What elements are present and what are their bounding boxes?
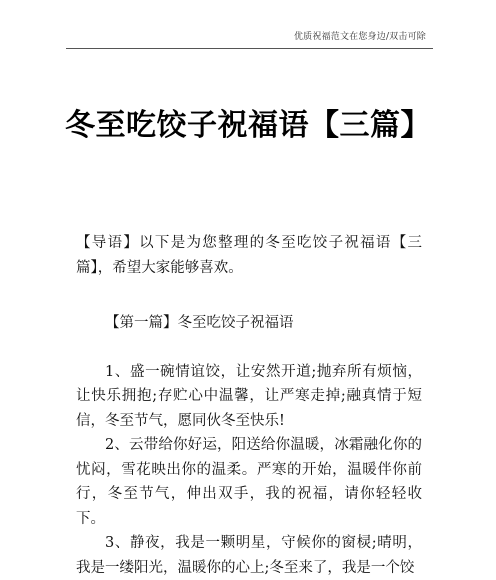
list-item: 2、云带给你好运，阳送给你温暖，冰霜融化你的忧闷，雪花映出你的温柔。严寒的开始，温暖伴你前行，冬至节气，伸出双手，我的祝福，请你轻轻收下。 xyxy=(76,437,422,527)
list-item: 3、静夜，我是一颗明星，守候你的窗棂;晴明，我是一缕阳光，温暖你的心上;冬至来了，我是一个饺 xyxy=(76,535,422,576)
section-heading: 【第一篇】冬至吃饺子祝福语 xyxy=(105,315,294,331)
intro-paragraph: 【导语】以下是为您整理的冬至吃饺子祝福语【三篇】，希望大家能够喜欢。 xyxy=(76,235,422,276)
list-item: 1、盛一碗情谊饺，让安然开道;抛弃所有烦恼，让快乐拥抱;存贮心中温馨，让严寒走掉;融真情于短信，冬至节气，愿同伙冬至快乐! xyxy=(76,363,422,429)
document-title: 冬至吃饺子祝福语【三篇】 xyxy=(65,108,431,143)
header-divider xyxy=(66,48,433,49)
document-body xyxy=(76,231,422,580)
page-header-text: 优质祝福范文在您身边/双击可除 xyxy=(293,32,426,42)
